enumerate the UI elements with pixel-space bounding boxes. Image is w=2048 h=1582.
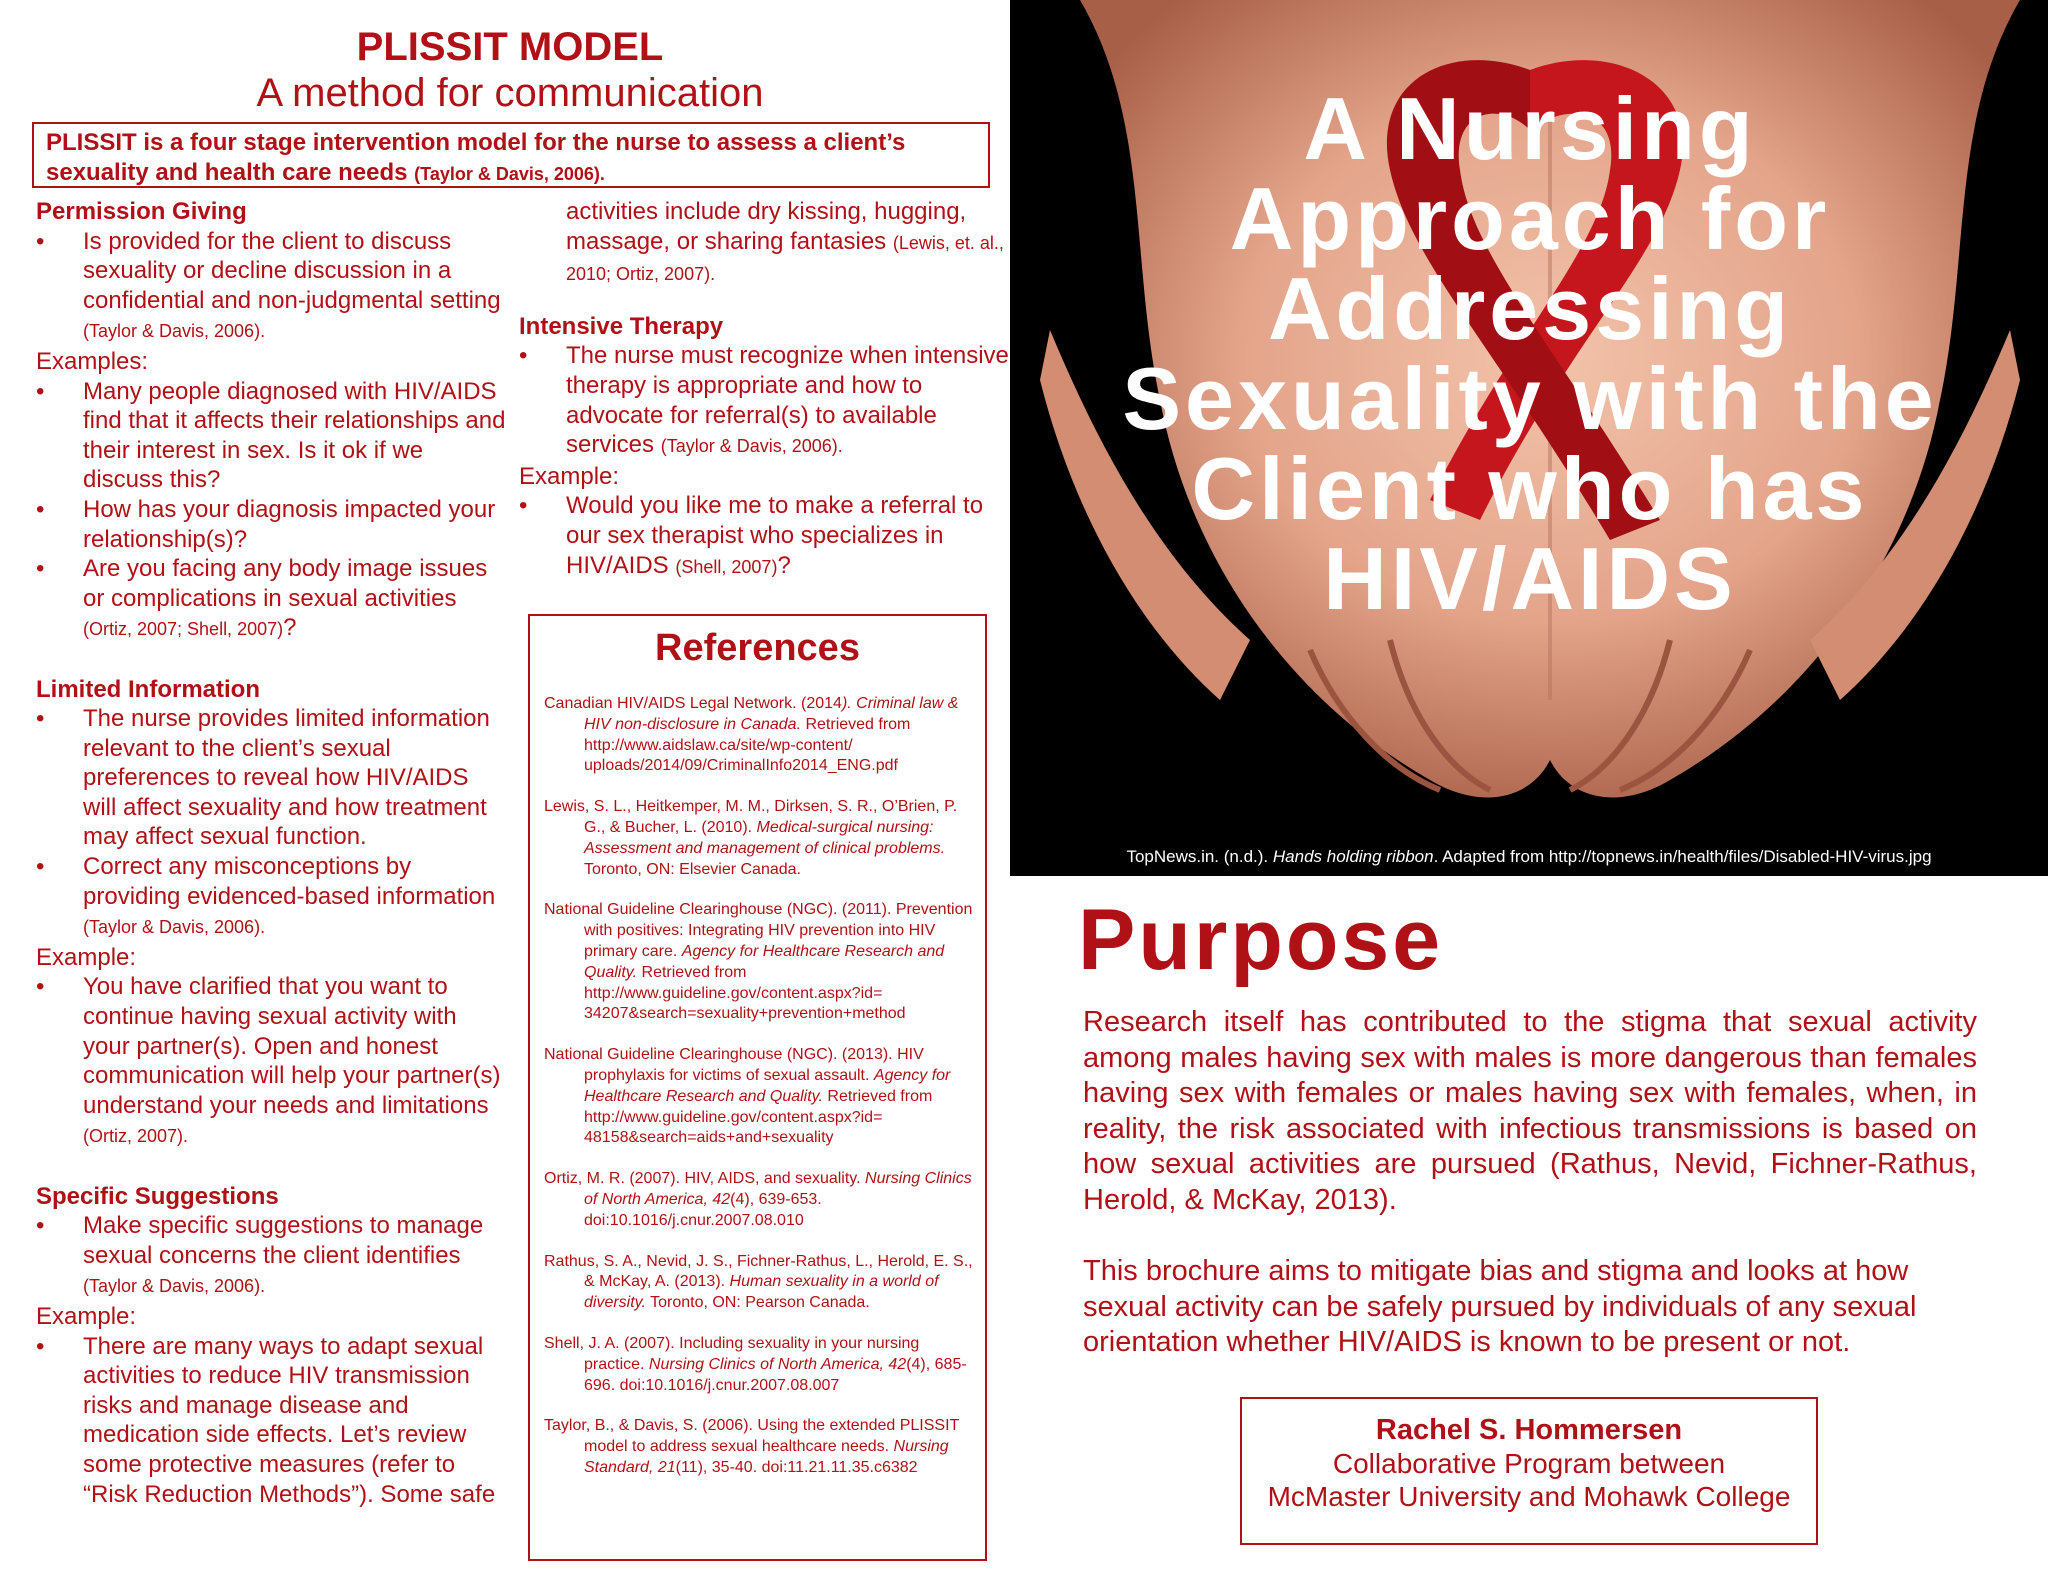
limited-example-text: You have clarified that you want to continue having sexual activity with your partner(s). Open and honest communication will help your partner(s) understand your needs and limitations: [83, 973, 501, 1119]
specific-heading: Specific Suggestions: [36, 1182, 279, 1210]
cover-title: [1040, 79, 2020, 628]
limited-example-citation: (Ortiz, 2007).: [83, 1126, 189, 1147]
plissit-title: PLISSIT MODEL: [356, 25, 664, 69]
reference-entry: National Guideline Clearinghouse (NGC). (2013). HIV prophylaxis for victims of sexual assault. Agency for Healthcare Research and Quality. Retrieved from http://www.guideline.gov/content.aspx?id= 48158&search=aids+and+sexuality: [544, 1046, 951, 1147]
intensive-point-citation: (Taylor & Davis, 2006).: [660, 436, 843, 457]
specific-point-citation: (Taylor & Davis, 2006).: [83, 1276, 266, 1297]
purpose-paragraph-2: This brochure aims to mitigate bias and stigma and looks at how sexual activity can be safely pursued by individuals of any sexual orientation whether HIV/AIDS is known to be present or not.: [1083, 1255, 1917, 1359]
intensive-point-text: The nurse must recognize when intensive therapy is appropriate and how to advocate for referral(s) to available services: [566, 342, 1009, 459]
middle-column: [519, 197, 1009, 582]
cover-title-line: Approach for: [1229, 169, 1831, 268]
specific-point: [36, 1211, 506, 1302]
permission-point: [36, 227, 506, 347]
reference-entry: Rathus, S. A., Nevid, J. S., Fichner-Rathus, L., Herold, E. S., & McKay, A. (2013). Human sexuality in a world of diversity. Toronto, ON: Pearson Canada.: [544, 1252, 973, 1312]
permission-example-2: • How has your diagnosis impacted your relationship(s)?: [36, 495, 506, 554]
specific-point-text: Make specific suggestions to manage sexual concerns the client identifies: [83, 1212, 484, 1269]
reference-entry: Shell, J. A. (2007). Including sexuality in your nursing practice. Nursing Clinics of North America, 42(4), 685-696. doi:10.1016/j.cnur.2007.08.007: [544, 1334, 967, 1394]
credit-url: . Adapted from http://topnews.in/health/files/Disabled-HIV-virus.jpg: [1433, 847, 1932, 866]
intensive-example: [519, 491, 1009, 582]
limited-point-2-citation: (Taylor & Davis, 2006).: [83, 917, 266, 938]
permission-example-3-end: ?: [283, 614, 297, 642]
limited-heading: Limited Information: [36, 675, 260, 703]
limited-example: [36, 972, 506, 1152]
purpose-body: [1083, 1005, 1977, 1361]
specific-example-continued: [519, 197, 1009, 290]
reference-entry: Taylor, B., & Davis, S. (2006). Using the extended PLISSIT model to address sexual healthcare needs. Nursing Standard, 21(11), 35-40. doi:11.21.11.35.c6382: [544, 1417, 960, 1476]
cover-title-line: HIV/AIDS: [1323, 529, 1737, 628]
plissit-intro-text: PLISSIT is a four stage intervention model for the nurse to assess a client’s sexuality and health care needs: [46, 129, 906, 186]
purpose-title: Purpose: [1078, 892, 1444, 988]
specific-continued-citation: (Lewis, et. al., 2010; Ortiz, 2007).: [566, 232, 1004, 285]
specific-continued-text: activities include dry kissing, hugging, massage, or sharing fantasies: [566, 198, 967, 255]
intensive-example-citation: (Shell, 2007): [675, 556, 778, 577]
purpose-paragraph-1: Research itself has contributed to the stigma that sexual activity among males having sex with males is more dangerous than females having sex with females or males having sex with females, when, in reality, the risk associated with infectious transmissions is based on how sexual activities are pursued (Rathus, Nevid, Fichner-Rathus, Herold, & McKay, 2013).: [1083, 1006, 1977, 1216]
intensive-example-end: ?: [777, 551, 791, 579]
limited-point-1: • The nurse provides limited information relevant to the client’s sexual preferences to reveal how HIV/AIDS will affect sexuality and how treatment may affect sexual function.: [36, 704, 506, 852]
author-program-line-2: McMaster University and Mohawk College: [1267, 1481, 1791, 1512]
author-box: [1240, 1397, 1818, 1545]
references-list: [544, 694, 974, 1499]
cover-title-line: Sexuality with the: [1122, 349, 1938, 448]
permission-example-3: [36, 554, 506, 645]
specific-example-label: Example:: [36, 1302, 137, 1330]
intensive-example-text: Would you like me to make a referral to our sex therapist who specializes in HIV/AIDS: [566, 492, 984, 579]
permission-examples-label: Examples:: [36, 347, 149, 375]
cover-title-line: A Nursing: [1303, 79, 1757, 178]
specific-example: • There are many ways to adapt sexual activities to reduce HIV transmission risks and manage disease and medication side effects. Let’s review some protective measures (refer to “Risk Reduction Methods”). Some safe: [36, 1332, 506, 1510]
reference-entry: Lewis, S. L., Heitkemper, M. M., Dirksen, S. R., O’Brien, P. G., & Bucher, L. (2010). Medical-surgical nursing: Assessment and management of clinical problems. Toronto, ON: Elsevier Canada.: [544, 798, 958, 878]
credit-title: Hands holding ribbon: [1272, 847, 1434, 866]
permission-point-citation: (Taylor & Davis, 2006).: [83, 321, 266, 342]
permission-example-3-citation: (Ortiz, 2007; Shell, 2007): [83, 619, 284, 640]
limited-point-2-text: Correct any misconceptions by providing evidenced-based information: [83, 853, 496, 910]
author-program-line-1: Collaborative Program between: [1332, 1448, 1726, 1479]
reference-entry: Ortiz, M. R. (2007). HIV, AIDS, and sexuality. Nursing Clinics of North America, 42(4), 639-653. doi:10.1016/j.cnur.2007.08.010: [544, 1170, 972, 1229]
intensive-example-label: Example:: [519, 462, 620, 490]
cover-title-line: Client who has: [1191, 439, 1869, 538]
references-box: [528, 614, 987, 1561]
permission-example-3-text: Are you facing any body image issues or complications in sexual activities: [83, 555, 488, 612]
left-column: [36, 197, 506, 1509]
cover-title-line: Addressing: [1267, 259, 1793, 358]
reference-entry: Canadian HIV/AIDS Legal Network. (2014). Criminal law & HIV non-disclosure in Canada. Retrieved from http://www.aidslaw.ca/site/wp-content/ uploads/2014/09/CriminalInfo2014_ENG.pdf: [544, 695, 959, 775]
plissit-intro-citation: (Taylor & Davis, 2006).: [414, 164, 605, 184]
intensive-heading: Intensive Therapy: [519, 312, 724, 340]
limited-example-label: Example:: [36, 943, 137, 971]
author-name: Rachel S. Hommersen: [1375, 1414, 1683, 1446]
reference-entry: National Guideline Clearinghouse (NGC). (2011). Prevention with positives: Integrating HIV prevention into HIV primary care. Agency for Healthcare Research and Quality. Retrieved from http://www.guideline.gov/content.aspx?id= 34207&search=sexuality+prevention+method: [544, 901, 973, 1023]
intensive-point: [519, 341, 1009, 461]
permission-point-text: Is provided for the client to discuss sexuality or decline discussion in a confidential and non-judgmental setting: [83, 227, 501, 314]
cover-image-credit: [1010, 846, 2048, 868]
permission-heading: Permission Giving: [36, 198, 247, 225]
permission-example-1: • Many people diagnosed with HIV/AIDS find that it affects their relationships and their interest in sex. Is it ok if we discuss this?: [36, 377, 506, 495]
references-title: References: [655, 627, 860, 669]
plissit-intro-box: [32, 122, 990, 188]
limited-point-2: [36, 852, 506, 943]
credit-source: TopNews.in. (n.d.).: [1126, 847, 1273, 866]
plissit-subtitle: A method for communication: [256, 71, 764, 115]
